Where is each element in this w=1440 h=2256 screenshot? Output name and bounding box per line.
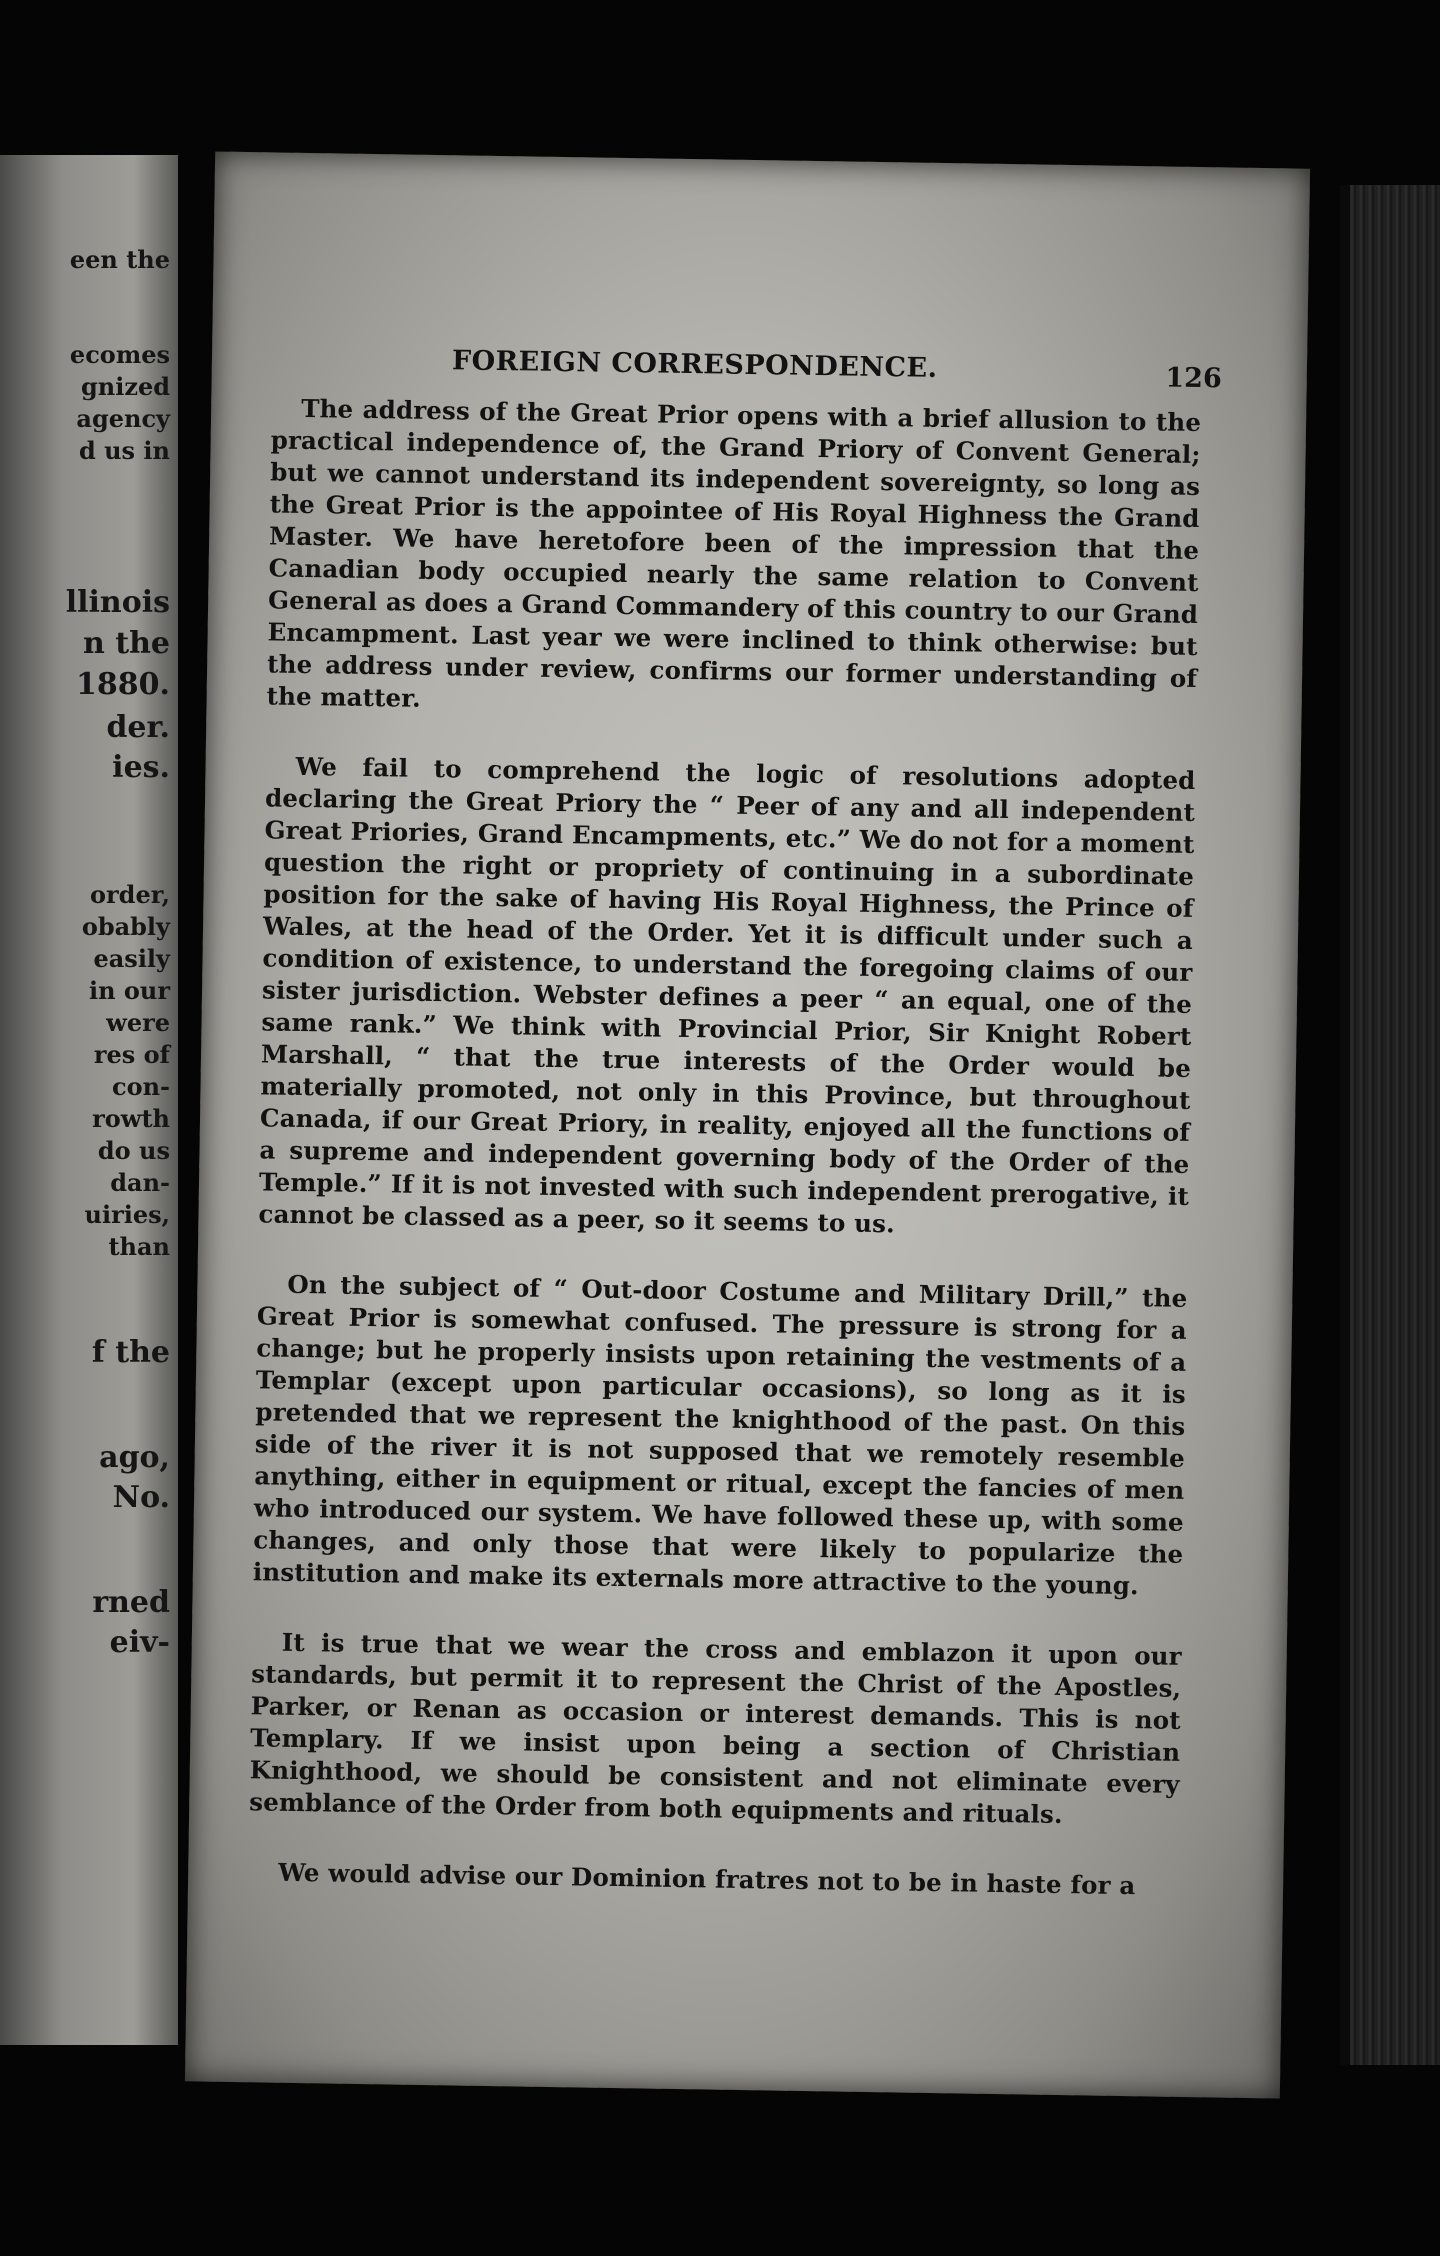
left-page-line: gnized [80, 372, 170, 401]
left-page-line: than [108, 1232, 170, 1261]
paragraph-great-prior-address: The address of the Great Prior opens with a brief allusion to the practical independence of, the Grand Priory of Convent General; but we cannot understand its independent sovereignty, so long as the Great Prior is the appointee of His Royal Highness the Grand Master. We have heretofore been of the impression that the Canadian body occupied nearly the same relation to Convent General as does a Grand Commandery of this country to our Grand Encampment. Last year we were inclined to think otherwise: but the address under review, confirms our former understanding of the matter. [266, 393, 1202, 713]
left-page-fragment [0, 155, 178, 2045]
left-page-line: dan- [110, 1168, 170, 1197]
left-page-line: obably [81, 912, 170, 941]
page-stack-edge [1340, 185, 1440, 2065]
left-page-line: 1880. [76, 667, 170, 702]
left-page-line: een the [69, 245, 170, 274]
left-page-line: easily [93, 944, 170, 973]
left-page-line: do us [97, 1136, 170, 1165]
left-page-line: rned [92, 1585, 170, 1620]
left-page-line: No. [112, 1480, 170, 1515]
book-page [185, 152, 1310, 2099]
left-page-line: agency [76, 404, 170, 433]
left-page-line: res of [93, 1040, 170, 1069]
left-page-line: order, [90, 880, 170, 909]
paragraph-dominion-fratres: We would advise our Dominion fratres not to be in haste for a [277, 1857, 1136, 1901]
left-page-line: ies. [112, 750, 170, 785]
left-page-line: ago, [99, 1440, 170, 1475]
paragraph-cross-standards: It is true that we wear the cross and emblazon it upon our standards, but permit it to represent the Christ of the Apostles, Parker, or Renan as occasion or interest demands. This is not Templary. If we insist upon being a section of Christian Knighthood, we should be consistent and not eliminate every semblance of the Order from both equipments and rituals. [249, 1627, 1182, 1830]
left-page-line: rowth [92, 1104, 170, 1133]
left-page-line: uiries, [84, 1200, 170, 1229]
page-text-block [248, 342, 1223, 1902]
running-head-title: FOREIGN CORRESPONDENCE. [451, 345, 938, 384]
left-page-line: in our [88, 976, 170, 1005]
left-page-line: f the [91, 1335, 170, 1370]
left-page-line: der. [106, 710, 170, 745]
left-page-line: llinois [65, 585, 170, 620]
left-page-line: con- [111, 1072, 170, 1101]
left-page-line: were [106, 1008, 170, 1037]
paragraph-peer-resolutions: We fail to comprehend the logic of resolutions adopted declaring the Great Priory the “ Peer of any and all independent Great Priories, Grand Encampments, etc.” We do not for a moment question the right or propriety of continuing in a subordinate position for the sake of having His Royal Highness, the Prince of Wales, at the head of the Order. Yet it is difficult under such a condition of existence, to understand the foregoing claims of our sister jurisdiction. Webster defines a peer “ an equal, one of the same rank.” We think with Provincial Prior, Sir Knight Robert Marshall, “ that the true interests of the Order would be materially promoted, not only in this Province, but throughout Canada, if our Great Priory, in reality, enjoyed all the functions of a supreme and independent governing body of the Order of the Temple.” If it is not invested with such independent prerogative, it cannot be classed as a peer, so it seems to us. [258, 751, 1196, 1239]
left-page-line: d us in [78, 436, 170, 465]
page-number: 126 [1165, 362, 1223, 395]
paragraph-outdoor-costume: On the subject of “ Out-door Costume and Military Drill,” the Great Prior is somewhat confused. The pressure is strong for a change; but he properly insists upon retaining the vestments of a Templar (except upon particular occasions), so long as it is pretended that we represent the knighthood of the past. On this side of the river it is not supposed that we remotely resemble anything, either in equipment or ritual, except the fancies of men who introduced our system. We have followed these up, with some changes, and only those that were likely to popularize the institution and make its externals more attractive to the young. [252, 1269, 1188, 1601]
left-page-line: eiv- [109, 1625, 170, 1660]
left-page-line: ecomes [69, 340, 170, 369]
left-page-line: n the [82, 626, 170, 661]
